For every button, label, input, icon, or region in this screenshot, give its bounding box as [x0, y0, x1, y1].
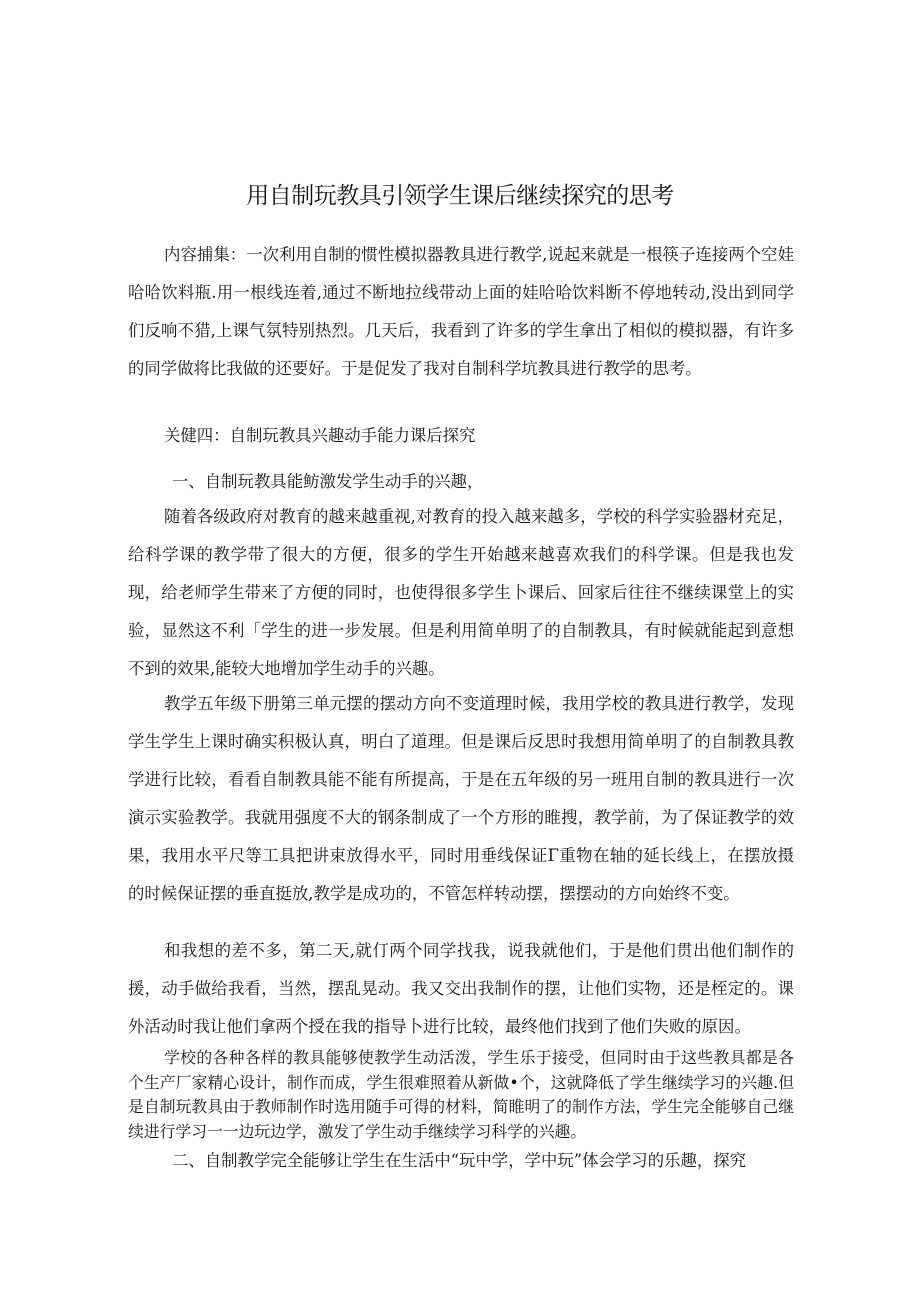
document-title: 用自制玩教具引领学生课后继续探究的思考: [246, 183, 674, 209]
body-paragraph-4: 学校的各种各样的教具能够使教学生动活泼，学生乐于接受，但同时由于这些教具都是各个生产厂家精心设计，制作而成，学生很难照着从新做•个，这就降低了学生继续学习的兴趣.但是自制玩教具由于教师制作时选用随手可得的材料，简睢明了的制作方法，学生完全能够自己继续进行学习一一边玩边学，激发了学生动手继续学习科学的兴趣。: [128, 1048, 794, 1141]
body-paragraph-3: 和我想的差不多，第二天,就仃两个同学找我，说我就他们，于是他们贯出他们制作的援，动手做给我看，当然，摆乱晃动。我又交出我制作的摆，让他们实物，还是桎定的。课外活动时我让他们拿两个授在我的指导卜进行比较，最终他们找到了他们失败的原因。: [128, 941, 794, 1036]
section-1-heading: 一、自制玩教具能鲂激发学生动手的兴趣，: [172, 472, 484, 491]
body-paragraph-1: 随着各级政府对教育的越来越重视,对教育的投入越来越多，学校的科学实验器材充足，给科学课的教学带了很大的方便，很多的学生开始越来越喜欢我们的科学课。但是我也发现，给老师学生带来了方便的同时，也使得很多学生卜课后、回家后往往不继续课堂上的实验，显然这不利「学生的进一步发展。但是利用简单明了的自制教具，有时候就能起到意想不到的效果,能较大地增加学生动手的兴趣。: [128, 507, 794, 678]
abstract-paragraph: 内容捕集：一次利用自制的惯性模拟器教具进行教学,说起来就是一根筷子连接两个空娃哈哈饮料瓶.用一根线连着,通过不断地拉线带动上面的娃哈哈饮料断不停地转动,没出到同学们反响不猎,上课气氛特别热烈。几天后，我看到了许多的学生拿出了相似的模拟器，有许多的同学做将比我做的还要好。于是促发了我对自制科学坑教具进行教学的思考。: [128, 245, 794, 378]
section-2-heading: 二、自制教学完全能够让学生在生活中“玩中学，学中玩”体会学习的乐趣，探究: [172, 1151, 747, 1170]
keywords-line: 关健四：自制玩教具兴趣动手能力课后探究: [164, 426, 476, 445]
body-paragraph-2: 教学五年级下册第三单元摆的摆动方向不变道理时候，我用学校的教具进行教学，发现学生学生上课时确实积极认真，明白了道理。但是课后反思时我想用简单明了的自制教具教学进行比较，看看自制教具能不能有所提高，于是在五年级的另一班用自制的教具进行一次演示实验教学。我就用强度不大的钢条制成了一个方形的睢搜，教学前，为了保证教学的效果，我用水平尺等工具把讲束放得水平，同时用垂线保证Γ重物在轴的延长线上，在摆放摄的时候保证摆的垂直挺放,教学是成功的，不管怎样转动摆，摆摆动的方向始终不变。: [128, 694, 794, 903]
